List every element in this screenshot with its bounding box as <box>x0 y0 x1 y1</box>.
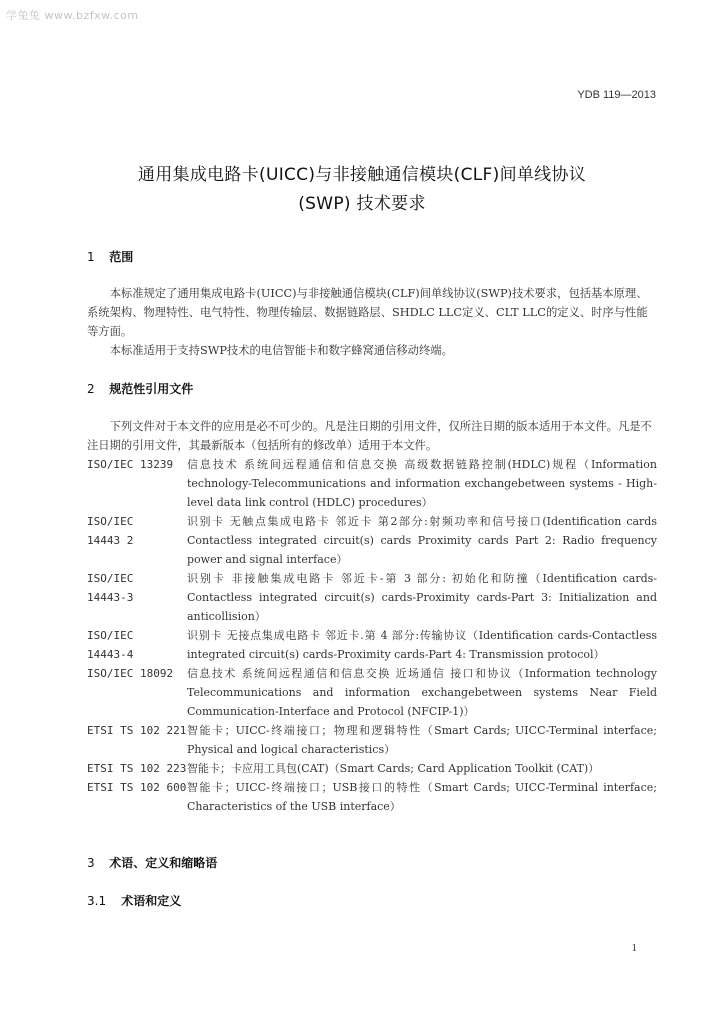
reference-code: ISO/IEC 13239 <box>87 458 174 471</box>
section-number: 2 <box>87 382 95 396</box>
reference-title: 智能卡；UICC-终端接口；物理和逻辑特性（Smart Cards; UICC-Terminal interface; Physical and logical characteristics） <box>187 724 657 756</box>
reference-title: 智能卡；UICC-终端接口；USB接口的特性（Smart Cards; UICC-Terminal interface; Characteristics of the USB interface） <box>187 781 657 813</box>
reference-title: 识别卡 非接触集成电路卡 邻近卡-第 3 部分: 初始化和防撞（Identification cards-Contactless integrated circuit(s) cards-Proximity cards-Part 3: Initialization and anticollision） <box>187 572 657 623</box>
reference-item <box>87 721 657 759</box>
page-number: 1 <box>631 942 637 954</box>
reference-item <box>87 778 657 816</box>
scope-paragraph-2: 本标准适用于支持SWP技术的电信智能卡和数字蜂窝通信移动终端。 <box>109 344 453 357</box>
reference-item <box>87 569 657 626</box>
reference-code: ISO/IEC 14443 2 <box>87 515 134 547</box>
scope-paragraph-1: 本标准规定了通用集成电路卡(UICC)与非接触通信模块(CLF)间单线协议(SWP)技术要求，包括基本原理、系统架构、物理特性、电气特性、物理传输层、数据链路层、SHDLC LLC定义、CLT LLC的定义、时序与性能等方面。 <box>87 287 648 338</box>
subsection-heading-terms-definitions <box>87 892 181 909</box>
section-number: 1 <box>87 250 95 264</box>
reference-title: 智能卡；卡应用工具包(CAT)（Smart Cards; Card Application Toolkit (CAT)） <box>187 762 600 775</box>
section-title: 术语和定义 <box>121 894 182 908</box>
section-heading-terms <box>87 854 217 871</box>
reference-item <box>87 512 657 569</box>
page-title-line-2: (SWP) 技术要求 <box>298 194 426 214</box>
reference-item <box>87 626 657 664</box>
reference-item <box>87 455 657 512</box>
section-heading-normative-references <box>87 380 193 397</box>
reference-title: 信息技术 系统间远程通信和信息交换 高级数据链路控制(HDLC)规程（Information technology-Telecommunications and information exchangebetween systems - High-level data link control (HDLC) procedures） <box>187 458 657 509</box>
section-number: 3 <box>87 856 95 870</box>
reference-code: ISO/IEC 14443-4 <box>87 629 134 661</box>
page-title-line-1: 通用集成电路卡(UICC)与非接触通信模块(CLF)间单线协议 <box>137 165 587 185</box>
normative-intro-paragraph: 下列文件对于本文件的应用是必不可少的。凡是注日期的引用文件，仅所注日期的版本适用于本文件。凡是不注日期的引用文件，其最新版本（包括所有的修改单）适用于本文件。 <box>87 420 652 452</box>
reference-item <box>87 759 657 778</box>
reference-title: 识别卡 无触点集成电路卡 邻近卡 第2部分:射频功率和信号接口(Identification cards Contactless integrated circuit(s) cards Proximity cards Part 2: Radio frequency power and signal interface） <box>187 515 657 566</box>
reference-code: ETSI TS 102 223 <box>87 762 187 775</box>
reference-code: ETSI TS 102 221 <box>87 724 187 737</box>
document-code: YDB 119—2013 <box>577 89 656 101</box>
section-title: 术语、定义和缩略语 <box>109 856 218 870</box>
section-heading-scope <box>87 248 133 265</box>
reference-item <box>87 664 657 721</box>
reference-title: 识别卡 无接点集成电路卡 邻近卡.第 4 部分:传输协议（Identification cards-Contactless integrated circuit(s) cards-Proximity cards-Part 4: Transmission protocol） <box>187 629 657 661</box>
reference-title: 信息技术 系统间远程通信和信息交换 近场通信 接口和协议（Information technology Telecommunications and information exchangebetween systems Near Field Communication-Interface and Protocol (NFCIP-1)） <box>187 667 657 718</box>
reference-list <box>87 455 657 816</box>
section-title: 范围 <box>109 250 134 264</box>
reference-code: ISO/IEC 18092 <box>87 667 174 680</box>
reference-code: ETSI TS 102 600 <box>87 781 187 794</box>
section-number: 3.1 <box>87 894 107 908</box>
watermark: 学兔兔 www.bzfxw.com <box>6 9 139 22</box>
section-title: 规范性引用文件 <box>109 382 194 396</box>
reference-code: ISO/IEC 14443-3 <box>87 572 134 604</box>
